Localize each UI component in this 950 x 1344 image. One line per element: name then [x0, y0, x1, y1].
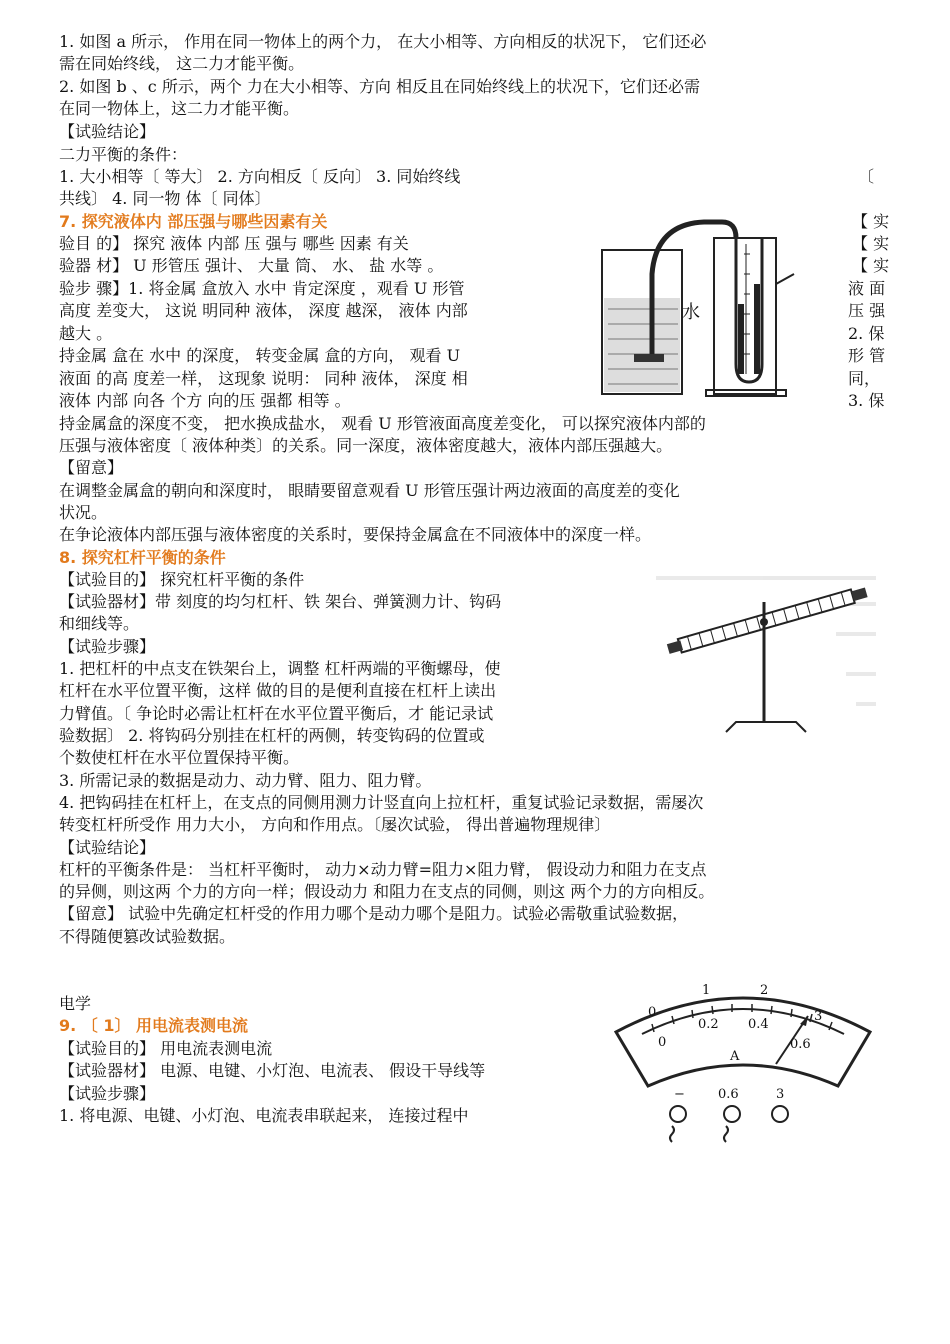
text-line: 2. 如图 b 、c 所示，两个 力在大小相等、方向 相反且在同始终线上的状况下，它们还必需	[59, 77, 700, 96]
text-line: 力臂值。〔 争论时必需让杠杆在水平位置平衡后，才 能记录试	[59, 704, 494, 723]
ammeter-top-1: 1	[702, 983, 711, 998]
text-line: 杠杆在水平位置平衡，这样 做的目的是便利直接在杠杆上读出	[59, 681, 497, 700]
text-line: 1. 大小相等〔 等大〕 2. 方向相反〔 反向〕 3. 同始终线	[59, 167, 461, 186]
text-line: 【试验结论】	[59, 838, 156, 857]
text-line: 转变杠杆所受作 用力大小， 方向和作用点。〔屡次试验， 得出普遍物理规律〕	[59, 815, 611, 834]
right-column-fragment: 同，	[848, 369, 881, 388]
text-line: 状况。	[59, 503, 108, 522]
text-line: 【留意】 试验中先确定杠杆受的作用力哪个是动力哪个是阻力。试验必需敬重试验数据，	[59, 904, 689, 923]
text-line: 的异侧，则这两 个力的方向一样；假设动力 和阻力在支点的同侧，则这 两个力的方向相反。	[59, 882, 715, 901]
text-line: 3. 所需记录的数据是动力、动力臂、阻力、阻力臂。	[59, 771, 432, 790]
text-line: 液体 内部 向各 个方 向的压 强都 相等 。	[59, 391, 351, 410]
text-line: 高度 差变大， 这说 明同种 液体， 深度 越深， 液体 内部	[59, 301, 468, 320]
terminal-label-neg: −	[674, 1087, 685, 1102]
text-line: 和细线等。	[59, 614, 140, 633]
ammeter-top-2: 2	[760, 983, 769, 998]
text-line: 1. 如图 a 所示， 作用在同一物体上的两个力， 在大小相等、方向相反的状况下， 它们还必	[59, 32, 707, 51]
water-label: 水	[682, 302, 700, 323]
text-line: 【留意】	[59, 458, 124, 477]
text-line: 压强与液体密度〔 液体种类〕的关系。同一深度，液体密度越大，液体内部压强越大。	[59, 436, 673, 455]
text-line: 二力平衡的条件：	[59, 145, 188, 164]
text-line: 【试验目的】 探究杠杆平衡的条件	[59, 570, 305, 589]
text-line: 在同一物体上，这二力才能平衡。	[59, 99, 300, 118]
text-line: 在调整金属盒的朝向和深度时， 眼睛要留意观看 U 形管压强计两边液面的高度差的变化	[59, 481, 680, 500]
pressure-gauge-figure	[594, 214, 844, 400]
right-column-fragment: 〔	[858, 167, 875, 186]
right-column-fragment: 2. 保	[848, 324, 885, 343]
text-line: 验数据〕 2. 将钩码分别挂在杠杆的两侧，转变钩码的位置或	[59, 726, 485, 745]
text-line: 液面 的高 度差一样， 这现象 说明： 同种 液体， 深度 相	[59, 369, 468, 388]
text-line: 验步 骤】1. 将金属 盒放入 水中 肯定深度 ，观看 U 形管	[59, 279, 465, 298]
text-line: 不得随便篡改试验数据。	[59, 927, 236, 946]
text-line: 越大 。	[59, 324, 113, 343]
ammeter-bottom-0: 0	[658, 1035, 667, 1050]
text-line: 4. 把钩码挂在杠杆上，在支点的同侧用测力计竖直向上拉杠杆，重复试验记录数据，需屡次	[59, 793, 704, 812]
right-column-fragment: 3. 保	[848, 391, 885, 410]
text-line: 【试验步骤】	[59, 1084, 156, 1103]
section-heading: 9. 〔 1〕 用电流表测电流	[59, 1016, 249, 1035]
right-column-fragment: 液 面	[848, 279, 886, 298]
text-line: 【试验目的】 用电流表测电流	[59, 1039, 273, 1058]
text-line: 持金属盒的深度不变， 把水换成盐水， 观看 U 形管液面高度差变化， 可以探究液体内部的	[59, 414, 706, 433]
text-line: 杠杆的平衡条件是： 当杠杆平衡时， 动力×动力臂=阻力×阻力臂， 假设动力和阻力在支点	[59, 860, 707, 879]
ammeter-figure	[612, 974, 874, 1150]
text-line: 1. 把杠杆的中点支在铁架台上，调整 杠杆两端的平衡螺母，使	[59, 659, 501, 678]
ammeter-bottom-3: 0.6	[790, 1037, 811, 1052]
ammeter-top-0: 0	[648, 1005, 657, 1020]
text-line: 共线〕 4. 同一物 体〔 同体〕	[59, 189, 271, 208]
right-column-fragment: 形 管	[848, 346, 886, 365]
right-column-fragment: 【 实	[852, 256, 890, 275]
right-column-fragment: 压 强	[848, 301, 886, 320]
text-line: 【试验器材】 电源、电键、小灯泡、电流表、 假设干导线等	[59, 1061, 486, 1080]
text-line: 【试验器材】带 刻度的均匀杠杆、铁 架台、弹簧测力计、钩码	[59, 592, 502, 611]
text-line: 验目 的】 探究 液体 内部 压 强与 哪些 因素 有关	[59, 234, 409, 253]
terminal-label-06: 0.6	[718, 1087, 739, 1102]
text-line: 持金属 盒在 水中 的深度， 转变金属 盒的方向， 观看 U	[59, 346, 461, 365]
text-line: 在争论液体内部压强与液体密度的关系时，要保持金属盒在不同液体中的深度一样。	[59, 525, 652, 544]
text-line: 个数使杠杆在水平位置保持平衡。	[59, 748, 300, 767]
ammeter-bottom-2: 0.4	[748, 1017, 769, 1032]
text-line: 【试验结论】	[59, 122, 156, 141]
text-line: 电学	[59, 994, 92, 1013]
terminal-label-3: 3	[776, 1087, 785, 1102]
text-line: 1. 将电源、电键、小灯泡、电流表串联起来， 连接过程中	[59, 1106, 469, 1125]
right-column-fragment: 【 实	[852, 212, 890, 231]
ammeter-unit: A	[730, 1049, 740, 1064]
text-line: 【试验步骤】	[59, 637, 156, 656]
ammeter-top-3: 3	[814, 1009, 823, 1024]
ammeter-bottom-1: 0.2	[698, 1017, 719, 1032]
right-column-fragment: 【 实	[852, 234, 890, 253]
section-heading: 8. 探究杠杆平衡的条件	[59, 548, 226, 567]
lever-figure	[656, 572, 880, 736]
text-line: 需在同始终线， 这二力才能平衡。	[59, 54, 305, 73]
text-line: 验器 材】 U 形管压 强计、 大量 筒、 水、 盐 水等 。	[59, 256, 444, 275]
section-heading: 7. 探究液体内 部压强与哪些因素有关	[59, 212, 328, 231]
